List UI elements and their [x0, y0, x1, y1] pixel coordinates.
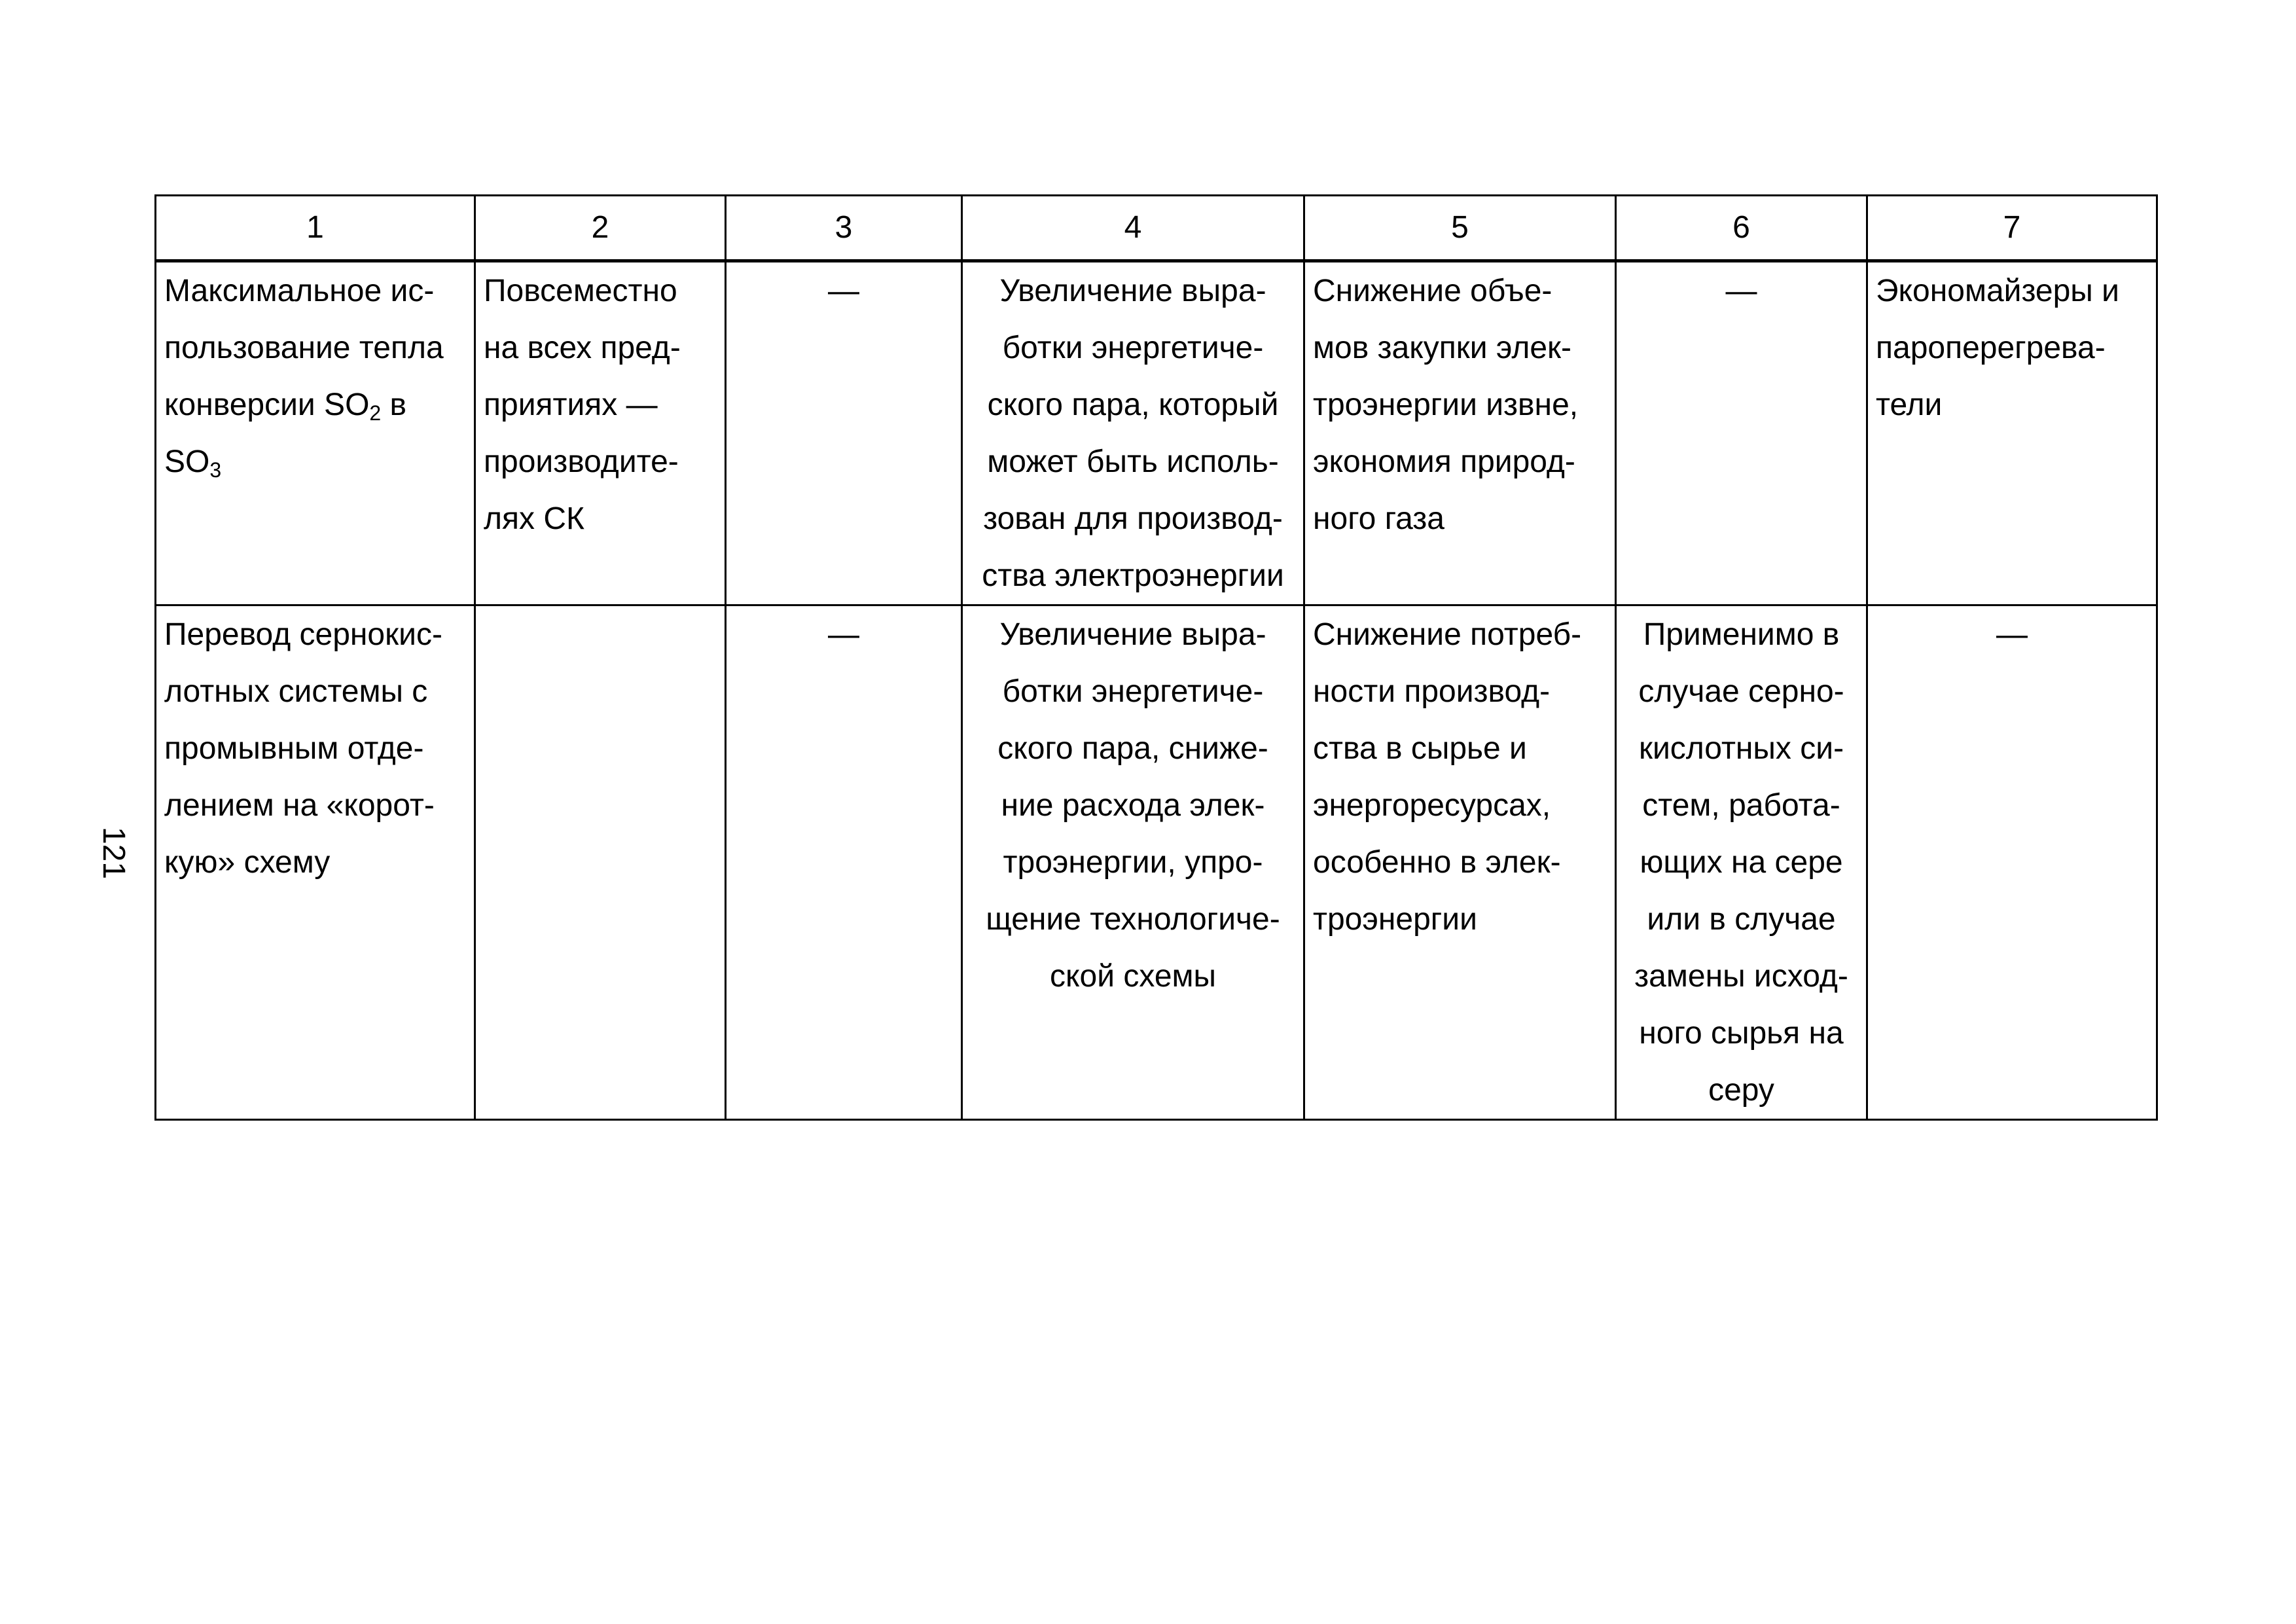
cell-line: Перевод сернокис-: [164, 617, 442, 652]
cell-line: ботки энергетиче-: [1002, 674, 1264, 709]
cell-line: Повсеместно: [484, 274, 677, 308]
cell-line: мов закупки элек-: [1313, 331, 1572, 365]
cell-line: Снижение потреб-: [1313, 617, 1582, 652]
column-number: 7: [1867, 196, 2157, 261]
cell-line: или в случае: [1647, 902, 1836, 937]
cell-line: лением на «корот-: [164, 788, 435, 823]
cell-line: производите-: [484, 444, 679, 479]
cell-line: Экономайзеры и: [1876, 274, 2119, 308]
cell-line: лотных системы с: [164, 674, 428, 709]
cell-line: Максимальное ис-: [164, 274, 435, 308]
cell-line: случае серно-: [1638, 674, 1844, 709]
column-3-cell: [726, 261, 962, 605]
column-6-cell: [1616, 261, 1867, 605]
cell-line: лях СК: [484, 501, 584, 536]
equipment-cell: [1867, 605, 2157, 1120]
applicability-cell: [475, 261, 726, 605]
cell-line: Применимо в: [1643, 617, 1840, 652]
cell-line: Снижение объе-: [1313, 274, 1552, 308]
cell-line: ности производ-: [1313, 674, 1551, 709]
column-number-row: [156, 196, 2157, 261]
cell-line: тели: [1876, 388, 1943, 422]
column-number: 5: [1304, 196, 1616, 261]
cell-line: особенно в элек-: [1313, 845, 1561, 880]
cell-line: [164, 433, 466, 490]
economic-cell: [1304, 261, 1616, 605]
cell-line: Увеличение выра-: [999, 274, 1266, 308]
column-number: 2: [475, 196, 726, 261]
cell-line: на всех пред-: [484, 331, 681, 365]
column-number: 6: [1616, 196, 1867, 261]
cell-line: Увеличение выра-: [999, 617, 1266, 652]
effect-cell: [962, 261, 1304, 605]
dash: —: [1996, 617, 2028, 652]
cell-line: кислотных си-: [1638, 731, 1844, 766]
effect-cell: [962, 605, 1304, 1120]
table-row: [156, 605, 2157, 1120]
bat-table: [154, 194, 2158, 1121]
column-number: 3: [726, 196, 962, 261]
cell-line: серу: [1708, 1073, 1774, 1108]
cell-text: SO: [164, 444, 210, 479]
technique-cell: [156, 261, 475, 605]
cell-line: пароперегрева-: [1876, 331, 2106, 365]
cell-line: ства электроэнергии: [982, 558, 1284, 593]
dash: —: [1725, 274, 1757, 308]
applicability-cell: [475, 605, 726, 1120]
cell-line: ского пара, сниже-: [997, 731, 1268, 766]
cell-line: может быть исполь-: [987, 444, 1279, 479]
cell-line: кую» схему: [164, 845, 331, 880]
dash: —: [828, 617, 859, 652]
cell-line: ской схемы: [1049, 959, 1217, 994]
cell-line: ства в сырье и: [1313, 731, 1527, 766]
table-row: [156, 261, 2157, 605]
subscript: 3: [209, 458, 222, 482]
cell-line: ного сырья на: [1639, 1016, 1844, 1051]
cell-line: стем, работа-: [1642, 788, 1840, 823]
technique-cell: [156, 605, 475, 1120]
dash: —: [828, 274, 859, 308]
cell-line: промывным отде-: [164, 731, 424, 766]
equipment-cell: [1867, 261, 2157, 605]
economic-cell: [1304, 605, 1616, 1120]
cell-line: ние расхода элек-: [1001, 788, 1265, 823]
column-number: 1: [156, 196, 475, 261]
cell-line: щение технологиче-: [986, 902, 1280, 937]
applicability-limits-cell: [1616, 605, 1867, 1120]
cell-line: ботки энергетиче-: [1002, 331, 1264, 365]
cell-line: энергоресурсах,: [1313, 788, 1551, 823]
cell-line: троэнергии, упро-: [1003, 845, 1263, 880]
cell-line: троэнергии: [1313, 902, 1477, 937]
column-3-cell: [726, 605, 962, 1120]
cell-line: приятиях —: [484, 388, 658, 422]
cell-line: замены исход-: [1634, 959, 1848, 994]
cell-line: экономия природ-: [1313, 444, 1575, 479]
cell-line: пользование тепла: [164, 331, 444, 365]
cell-line: [164, 376, 466, 433]
page-number: 121: [96, 826, 131, 880]
subscript: 2: [369, 401, 382, 425]
cell-line: ного газа: [1313, 501, 1444, 536]
cell-line: ского пара, который: [987, 388, 1279, 422]
cell-line: ющих на сере: [1640, 845, 1843, 880]
cell-line: зован для производ-: [983, 501, 1283, 536]
cell-text: конверсии SO: [164, 388, 370, 422]
cell-line: троэнергии извне,: [1313, 388, 1579, 422]
cell-text: в: [381, 388, 407, 422]
column-number: 4: [962, 196, 1304, 261]
